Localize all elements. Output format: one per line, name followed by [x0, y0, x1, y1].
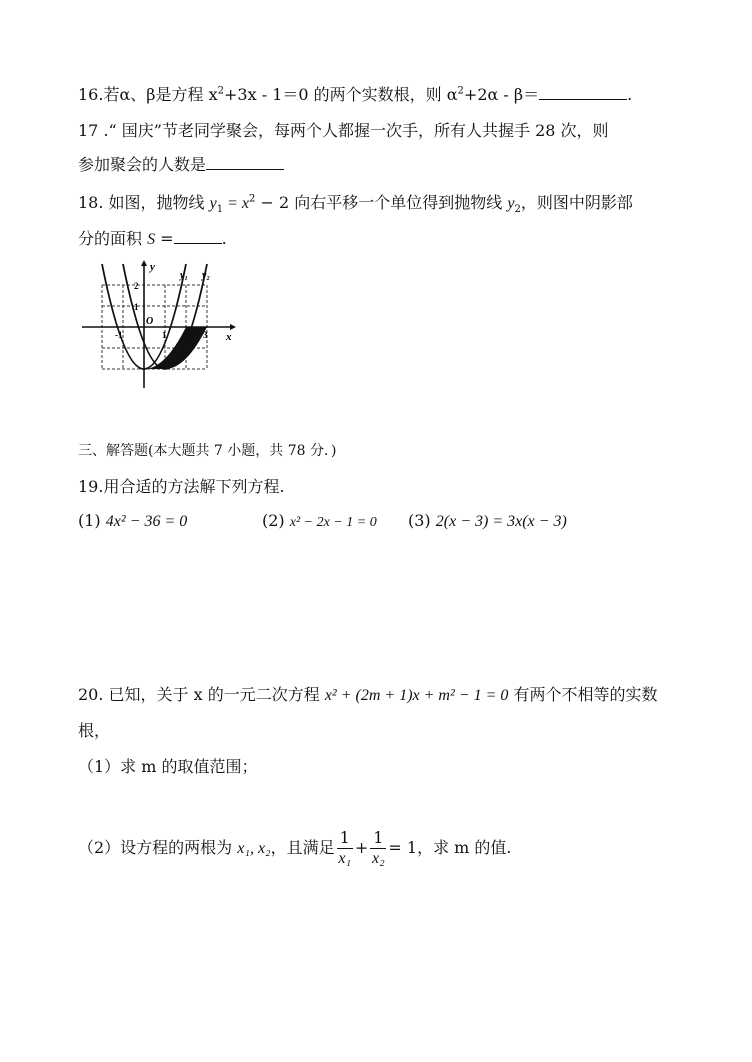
q18-y1: y	[209, 195, 217, 212]
q18-S: S	[147, 231, 156, 248]
question-18-line1	[78, 192, 633, 215]
frac1-num: 1	[337, 828, 353, 849]
label-tick-neg1: -1	[115, 330, 123, 340]
question-20-line2: 根，	[78, 721, 111, 740]
q16-end: .	[627, 85, 633, 104]
plus-sign: +	[354, 838, 369, 857]
fraction-1	[337, 828, 353, 869]
q18-y2: y	[507, 195, 515, 212]
q18-eq: = x	[223, 195, 250, 212]
q20-text-a: 20. 已知，关于 x 的一元二次方程	[78, 685, 325, 704]
parabola-figure	[78, 258, 238, 393]
q19-part1	[78, 510, 187, 533]
q19-p2-equation: x² − 2x − 1 = 0	[289, 515, 377, 530]
question-18-line2	[78, 228, 227, 251]
q18-sq: 2	[249, 193, 256, 205]
q20-part2	[78, 826, 512, 871]
q19-p1-equation: 4x² − 36 = 0	[105, 513, 188, 530]
q20-p2-c: ，求 m 的值.	[417, 838, 512, 857]
q18-text-a: 18. 如图，抛物线	[78, 193, 210, 212]
q20-part1: （1）求 m 的取值范围；	[78, 757, 258, 776]
q16-exp-b: 2	[457, 85, 464, 97]
frac2-den: x₂	[371, 850, 385, 867]
q18-line2-c: .	[221, 229, 227, 248]
q18-sub2: 2	[514, 204, 521, 216]
q18-answer-blank[interactable]	[174, 229, 222, 244]
q20-equation: x² + (2m + 1)x + m² − 1 = 0	[324, 687, 509, 704]
q19-p3-label: (3)	[408, 511, 431, 530]
label-tick-x1: 1	[162, 330, 167, 340]
q16-text-c: +2α - β＝	[463, 85, 540, 104]
q19-part2	[262, 510, 377, 534]
q18-line2-a: 分的面积	[78, 229, 148, 248]
question-20-line1	[78, 684, 657, 707]
frac2-num: 1	[370, 828, 386, 849]
q18-rest: − 2	[255, 193, 290, 212]
label-y2: y₂	[202, 270, 210, 281]
q19-part3	[408, 510, 567, 533]
label-y1: y₁	[180, 270, 188, 281]
question-19-title: 19.用合适的方法解下列方程.	[78, 477, 285, 496]
label-tick-x3: 3	[203, 330, 208, 340]
label-y: y	[150, 261, 155, 273]
q18-text-b: 向右平移一个单位得到抛物线	[289, 193, 508, 212]
q18-text-c: ，则图中阴影部	[520, 193, 633, 212]
label-tick-1: 1	[134, 302, 139, 312]
q20-roots: x₁, x₂	[237, 840, 271, 857]
x-axis-arrow	[230, 324, 236, 330]
q17-line2-text: 参加聚会的人数是	[78, 155, 207, 174]
q16-text-b: +3x - 1＝0 的两个实数根，则 α	[224, 85, 458, 104]
q18-line2-b: =	[155, 229, 174, 248]
q19-p3-equation: 2(x − 3) = 3x(x − 3)	[435, 513, 567, 530]
label-o: O	[146, 316, 154, 327]
q18-sub1: 1	[216, 204, 224, 216]
equals-one: = 1	[388, 838, 418, 857]
question-17-line2	[78, 154, 284, 176]
q20-p2-b: ，且满足	[270, 838, 335, 857]
fraction-2	[370, 828, 386, 869]
q20-p2-a: （2）设方程的两根为	[78, 838, 238, 857]
q16-answer-blank[interactable]	[539, 85, 627, 100]
q16-number: 16.	[78, 85, 104, 104]
q16-exp-a: 2	[217, 85, 224, 97]
section-3-title: 三、解答题(本大题共 7 小题，共 78 分．)	[78, 443, 337, 459]
question-17-line1: 17 .“ 国庆”节老同学聚会，每两个人都握一次手，所有人共握手 28 次，则	[78, 121, 609, 140]
q20-text-b: 有两个不相等的实数	[508, 685, 658, 704]
label-tick-2: 2	[134, 281, 139, 291]
label-x: x	[226, 331, 232, 343]
q19-p1-label: (1)	[78, 511, 101, 530]
frac1-den: x₁	[338, 850, 352, 867]
question-16	[78, 84, 632, 106]
q16-text-a: 若α、β是方程 x	[103, 85, 218, 104]
q17-answer-blank[interactable]	[206, 155, 284, 170]
q19-p2-label: (2)	[262, 511, 285, 530]
y-axis-arrow	[141, 260, 147, 266]
